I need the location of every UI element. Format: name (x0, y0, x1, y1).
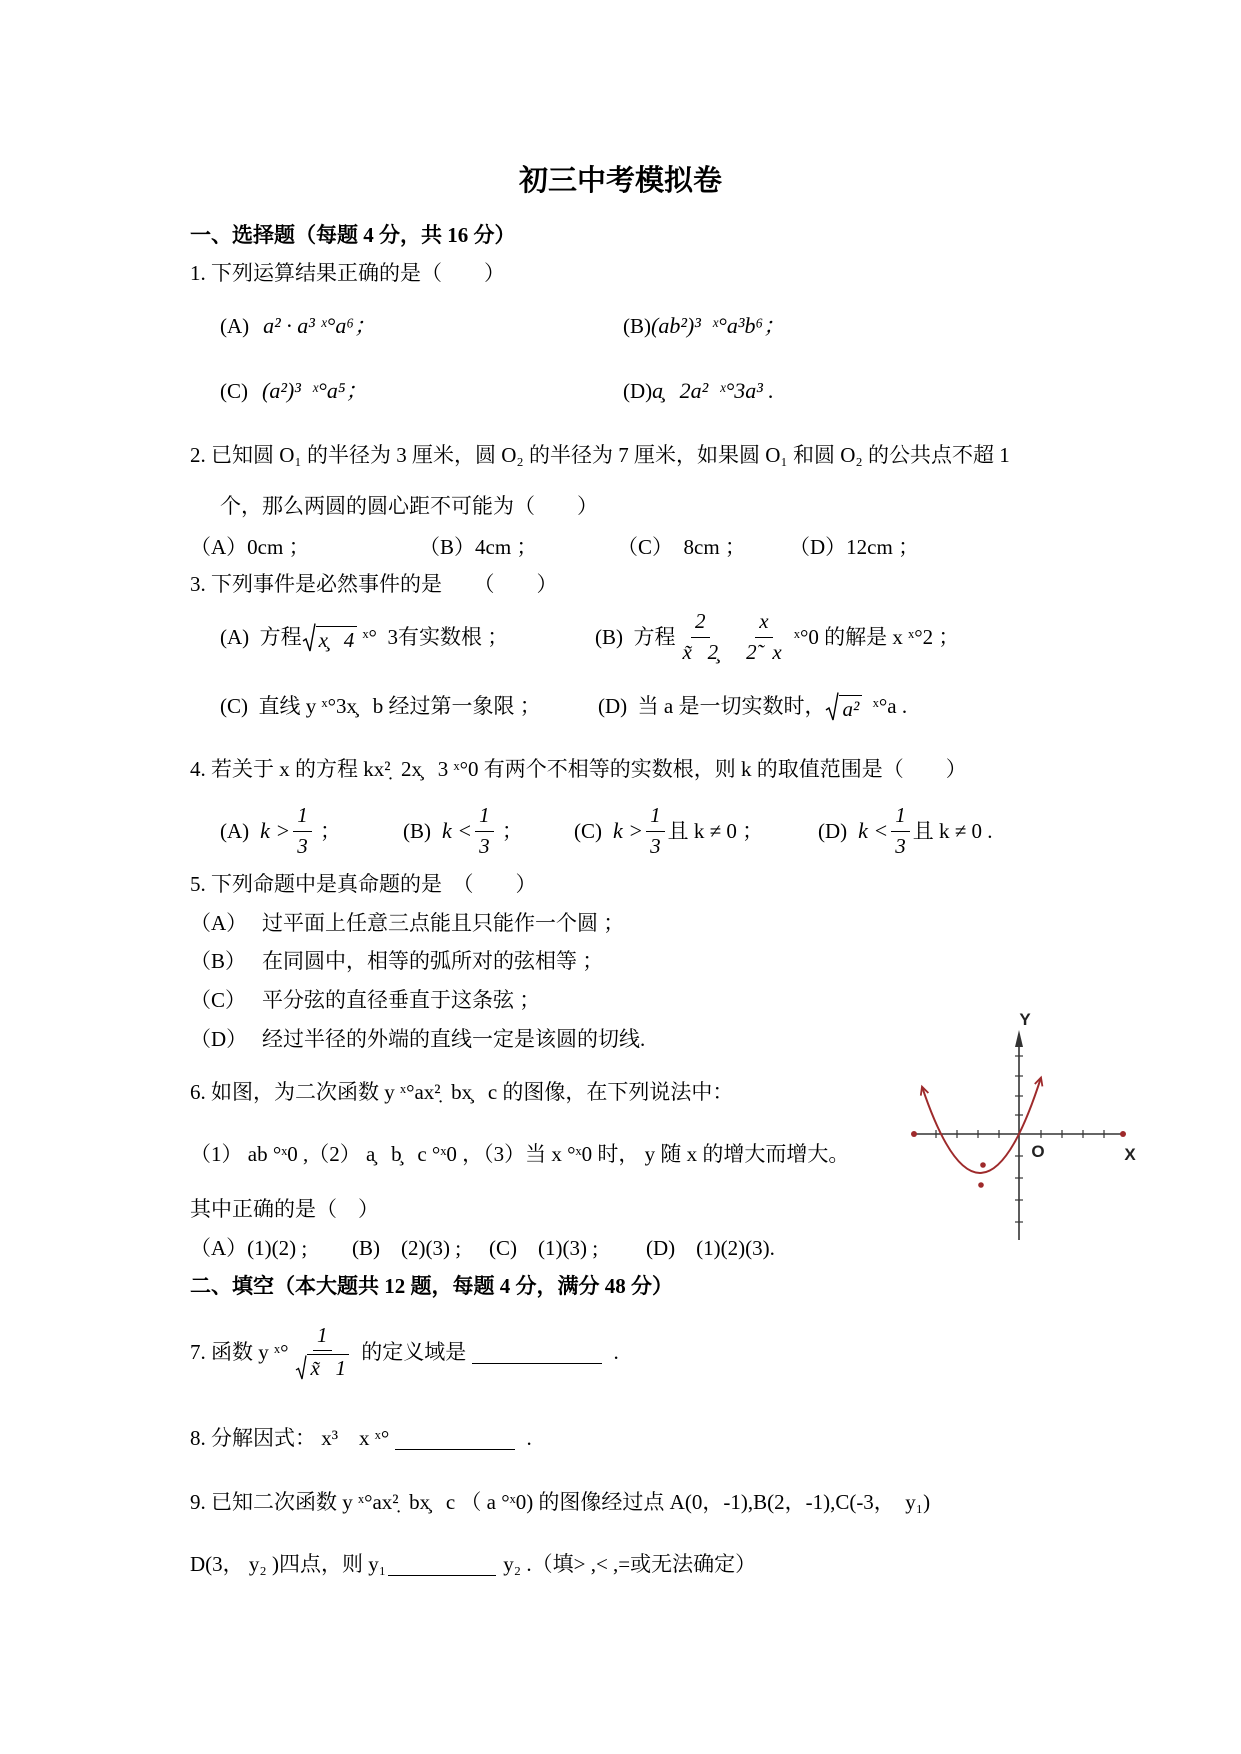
numerator: x (755, 610, 772, 637)
option-label: （B） (190, 948, 247, 973)
option-label: (D) (623, 378, 653, 403)
question-3-option-a (220, 607, 508, 667)
question-6-option-b: (B) (2)(3) ; (352, 1235, 462, 1260)
question-3-stem: 3. 下列事件是必然事件的是 （ ） (190, 571, 558, 596)
question-4-option-c (574, 801, 763, 861)
question-3-option-d (598, 686, 907, 726)
option-text: 在同圆中，相等的弧所对的弦相等 ； (262, 948, 604, 973)
question-4-stem: 4. 若关于 x 的方程 kx²̣ 2x̧ 3 ˣ°0 有两个不相等的实数根，则 k 的取值范围是（ ） (190, 756, 967, 781)
question-1-option-d (623, 376, 774, 406)
question-5-option-c (190, 985, 540, 1015)
fraction (291, 1324, 353, 1380)
denominator: 3 (297, 833, 308, 858)
question-3-option-c (220, 686, 541, 726)
option-expression: (ab²)³ ˣ°a³b⁶； (651, 313, 786, 339)
option-text: 直线 y ˣ°3x̧ b 经过第一象限 ； (248, 693, 541, 718)
parabola-curve (922, 1078, 1041, 1173)
question-text: . (608, 1339, 619, 1364)
numerator: 1 (646, 804, 665, 831)
page-title: 初三中考模拟卷 (518, 165, 722, 198)
question-2-option-a: （A）0cm ； (190, 534, 310, 559)
origin-label: O (1031, 1142, 1045, 1161)
question-text: D(3， y₂ )四点，则 y₁ (190, 1551, 387, 1576)
option-text: ； (496, 818, 523, 843)
denominator: 3 (650, 833, 661, 858)
fraction (646, 804, 665, 857)
question-6-option-a: （A）(1)(2) ; (190, 1235, 308, 1260)
question-2-option-d: （D）12cm ； (789, 534, 920, 559)
fraction (891, 804, 910, 857)
option-text: ˣ°0 的解是 x ˣ°2 ； (788, 624, 960, 649)
option-label: (D) (598, 693, 628, 718)
option-text: ； (314, 818, 342, 843)
numerator: 1 (891, 804, 910, 831)
option-text: k > (249, 818, 291, 844)
question-2-stem-line-2: 个，那么两圆的圆心距不可能为（ ） (220, 493, 598, 518)
option-expression: (a²)³ ˣ°a⁵； (262, 378, 368, 404)
question-1-option-c (220, 376, 368, 406)
question-8 (190, 1423, 532, 1453)
denominator (291, 1351, 353, 1380)
option-text: ˣ° 3有实数根 ； (357, 624, 509, 649)
option-label: (C) (574, 818, 602, 843)
option-text: k < (431, 818, 473, 844)
option-expression: a̧ 2a² ˣ°3a³ . (652, 378, 774, 404)
option-label: （A） (190, 910, 248, 935)
question-2-option-c: （C） 8cm ； (617, 534, 746, 559)
option-label: (C) (220, 378, 248, 403)
question-5-option-a (190, 908, 624, 938)
option-label: (A) (220, 313, 250, 338)
question-6-statements: （1） ab °ˣ0 ,（2） a̧ b̧ c °ˣ0 ，（3）当 x °ˣ0 时， y 随 x 的增大而增大。 (190, 1141, 850, 1166)
option-label: (A) (220, 818, 250, 843)
vertex-dot (980, 1162, 986, 1168)
option-label: (C) (220, 693, 248, 718)
option-label: (A) (220, 624, 250, 649)
question-3-option-b (595, 607, 959, 667)
fraction (679, 610, 723, 663)
radicand: x̃ 1 (307, 1354, 349, 1380)
question-2-stem-line-1: 2. 已知圆 O₁ 的半径为 3 厘米，圆 O₂ 的半径为 7 厘米，如果圆 O₁ 和圆 O₂ 的公共点不超 1 (190, 442, 1010, 467)
option-expression: a² · a³ ˣ°a⁶； (263, 313, 377, 339)
option-label: （D） (190, 1026, 248, 1051)
question-1-option-b (623, 311, 785, 341)
option-label: (B) (595, 624, 623, 649)
fraction (475, 804, 494, 857)
point-dot (978, 1182, 984, 1188)
denominator: 3 (895, 833, 906, 858)
option-label: (B) (403, 818, 431, 843)
option-text: ˣ°a . (862, 693, 908, 718)
option-text: 平分弦的直径垂直于这条弦 ； (262, 987, 541, 1012)
fraction (742, 610, 786, 663)
section-2-heading: 二、填空（本大题共 12 题，每题 4 分，满分 48 分） (190, 1273, 673, 1298)
x-axis-right-end-dot (1120, 1131, 1126, 1137)
denominator: 2̃ x (746, 639, 782, 664)
question-4-option-d (818, 801, 993, 861)
radical-sign (302, 622, 316, 652)
numerator: 2 (691, 610, 710, 637)
option-text: 过平面上任意三点能且只能作一个圆 ； (262, 910, 625, 935)
option-label: （C） (190, 987, 247, 1012)
numerator: 1 (293, 804, 312, 831)
question-6-option-d: (D) (1)(2)(3). (646, 1235, 775, 1260)
option-label: (B) (623, 313, 651, 338)
question-6-prompt: 其中正确的是（ ） (190, 1196, 379, 1221)
question-5-option-b (190, 946, 603, 976)
numerator: 1 (475, 804, 494, 831)
question-text: 8. 分解因式： x³ x ˣ° (190, 1425, 390, 1450)
question-6-option-c: (C) (1)(3) ; (489, 1235, 599, 1260)
question-9-line-1: 9. 已知二次函数 y ˣ°ax²̣ bx̧ c （ a °ˣ0) 的图像经过点 A(0，-1),B(2，-1),C(-3， y₁) (190, 1489, 931, 1514)
answer-blank (395, 1427, 515, 1450)
question-9-line-2 (190, 1549, 756, 1579)
parabola-figure (900, 1005, 1150, 1255)
square-root (825, 691, 862, 721)
option-text: 且 k ≠ 0 . (912, 818, 993, 843)
radicand: a² (839, 695, 862, 721)
option-text: 当 a 是一切实数时， (627, 693, 826, 718)
radical-sign (295, 1354, 307, 1380)
x-axis-label: X (1124, 1145, 1136, 1164)
question-text: 7. 函数 y ˣ° (190, 1339, 289, 1364)
question-4-option-b (403, 801, 523, 861)
option-text: 方程 (249, 624, 302, 649)
answer-blank (472, 1341, 602, 1364)
radicand: x̧ 4 (316, 626, 358, 652)
option-label: (D) (818, 818, 848, 843)
question-4-option-a (220, 801, 341, 861)
question-7 (190, 1322, 619, 1382)
fraction (293, 804, 312, 857)
question-text: 的定义域是 (356, 1339, 467, 1364)
question-5-stem: 5. 下列命题中是真命题的是 （ ） (190, 871, 537, 896)
denominator: x̃ 2̧ (682, 639, 719, 664)
option-text: 经过半径的外端的直线一定是该圆的切线. (262, 1026, 646, 1051)
question-text: . (521, 1425, 532, 1450)
radical-sign (825, 691, 839, 721)
square-root (302, 622, 358, 652)
y-axis-arrow-icon (1015, 1030, 1023, 1047)
option-text: 方程 (623, 624, 676, 649)
question-6-stem: 6. 如图，为二次函数 y ˣ°ax²̣ bx̧ c 的图像，在下列说法中： (190, 1079, 734, 1104)
option-text: 且 k ≠ 0 ； (667, 818, 764, 843)
y-axis-label: Y (1019, 1010, 1031, 1029)
question-text: y₂ .（填> ,< ,=或无法确定） (498, 1551, 757, 1576)
answer-blank (388, 1553, 496, 1576)
denominator: 3 (479, 833, 490, 858)
option-text: k > (602, 818, 644, 844)
option-text: k < (847, 818, 889, 844)
numerator: 1 (313, 1324, 332, 1351)
question-5-option-d (190, 1024, 645, 1054)
question-1-stem: 1. 下列运算结果正确的是（ ） (190, 260, 505, 285)
section-1-heading: 一、选择题（每题 4 分，共 16 分） (190, 222, 516, 247)
question-2-option-b: （B）4cm ； (419, 534, 538, 559)
question-1-option-a (220, 311, 376, 341)
x-axis-left-end-dot (911, 1131, 917, 1137)
square-root (295, 1354, 349, 1380)
